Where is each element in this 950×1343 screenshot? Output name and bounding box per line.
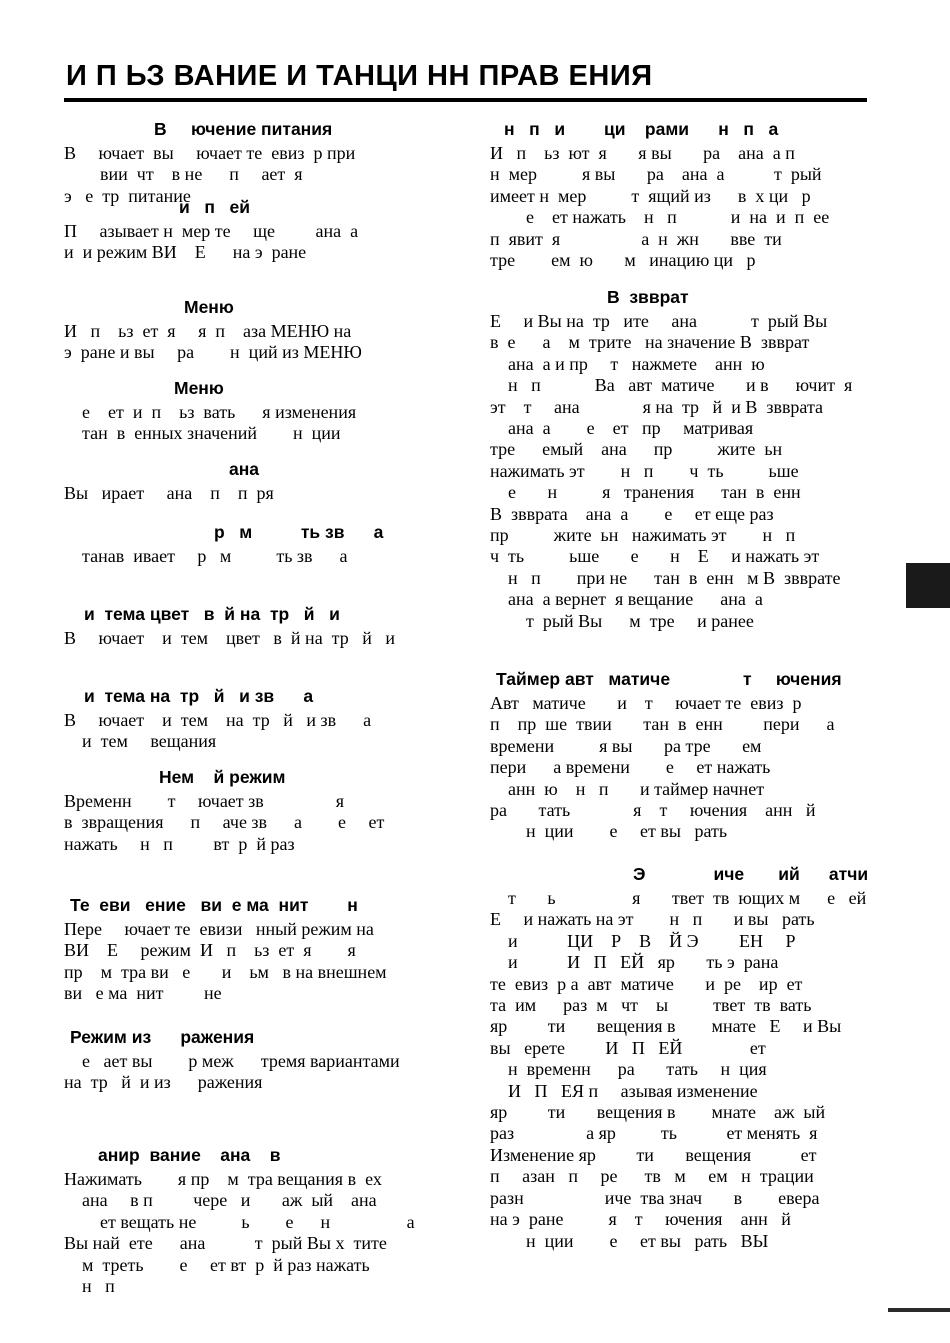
body-text-line: ана а вернет я вещание ана а [490, 589, 763, 610]
section-heading: В звврат [607, 287, 689, 307]
body-text-line: Вы ирает ана п п ря [64, 483, 274, 503]
page-title: И П ЬЗ ВАНИЕ И ТАНЦИ НН ПРАВ ЕНИЯ [66, 60, 653, 92]
body-text-line: т ь я твет тв ющих м е ей [490, 888, 867, 908]
body-text-line: В ючает вы ючает те евиз р при [64, 143, 356, 163]
body-text-line: н п [64, 1276, 115, 1297]
section-heading: ана [229, 459, 260, 479]
body-text-line: на э ране я т ючения анн й [490, 1209, 791, 1230]
left-column-section [64, 685, 454, 753]
body-text-line: и ЦИ Р В Й Э ЕН Р [490, 930, 796, 951]
body-text-line: ана а и пр т нажмете анн ю [490, 353, 765, 374]
body-text-line: н п Ва авт матиче и в ючит я [490, 375, 853, 396]
body-text-line: в звращения п аче зв а е ет [64, 812, 385, 833]
body-text-line: пр м тра ви е и ьм в на внешнем [64, 961, 387, 982]
section-heading: анир вание ана в [98, 1145, 281, 1165]
body-text-line: Е и Вы на тр ите ана т рый Вы [490, 311, 828, 331]
body-text-line: на тр й и из ражения [64, 1072, 263, 1093]
body-text-line: В ючает и тем на тр й и зв а [64, 710, 372, 730]
body-text-line: Авт матиче и т ючает те евиз р [490, 693, 802, 713]
body-text-line: и И П ЕЙ яр ть э рана [490, 952, 779, 973]
body-text-line: П азывает н мер те ще ана а [64, 221, 359, 241]
body-text-line: н мер я вы ра ана а т рый [490, 164, 822, 185]
body-text-line: Временн т ючает зв я [64, 791, 345, 811]
section-heading: и тема цвет в й на тр й и [84, 604, 340, 624]
section-heading: Э иче ий атчи [633, 864, 869, 884]
body-text-line: е ет и п ьз вать я изменения [64, 402, 357, 422]
left-column-section [64, 458, 454, 504]
left-column-section [64, 603, 454, 649]
footer-bar [888, 1308, 950, 1312]
body-text-line: Изменение яр ти вещения ет [490, 1144, 817, 1165]
section-heading: Нем й режим [159, 767, 286, 787]
body-text-line: тре ем ю м инацию ци р [490, 250, 756, 271]
body-text-line: пери а времени е ет нажать [490, 757, 771, 778]
left-column-section [64, 766, 454, 855]
left-column-section [64, 118, 454, 207]
body-text-line: п азан п ре тв м ем н трации [490, 1166, 814, 1187]
section-heading: и тема на тр й и зв а [84, 686, 314, 706]
body-text-line: е н я транения тан в енн [490, 482, 801, 503]
body-text-line: вии чт в не п ает я [64, 164, 303, 185]
left-column-section [64, 894, 454, 1005]
section-heading: Таймер авт матиче т ючения [496, 669, 842, 689]
body-text-line: ра тать я т ючения анн й [490, 800, 816, 821]
section-heading: р м ть зв а [214, 522, 384, 542]
body-text-line: времени я вы ра тре ем [490, 735, 762, 756]
body-text-line: И П ЕЯ п азывая изменение [490, 1080, 758, 1101]
body-text-line: та им раз м чт ы твет тв вать [490, 995, 812, 1016]
body-text-line: и тем вещания [64, 731, 217, 752]
right-column-section [490, 668, 880, 843]
body-text-line: ана а е ет пр матривая [490, 418, 754, 439]
body-text-line: ви е ма нит не [64, 983, 222, 1004]
body-text-line: и и режим ВИ Е на э ране [64, 242, 307, 263]
body-text-line: м треть е ет вт р й раз нажать [64, 1254, 370, 1275]
title-underline-rule [64, 98, 867, 102]
left-column-section [64, 377, 454, 445]
body-text-line: н временн ра тать н ция [490, 1059, 767, 1080]
body-text-line: нажимать эт н п ч ть ьше [490, 460, 799, 481]
body-text-line: ана в п чере и аж ый ана [64, 1190, 377, 1211]
body-text-line: ет вещать не ь е н а [64, 1211, 415, 1232]
body-text-line: вы ерете И П ЕЙ ет [490, 1037, 766, 1058]
body-text-line: танав ивает р м ть зв а [64, 546, 348, 566]
section-heading: н п и ци рами н п а [504, 119, 779, 139]
body-text-line: ВИ Е режим И п ьз ет я я [64, 940, 356, 961]
body-text-line: в е а м трите на значение В звврат [490, 332, 810, 353]
body-text-line: нажать н п вт р й раз [64, 833, 295, 854]
left-column-section [64, 1144, 454, 1297]
body-text-line: п пр ше твии тан в енн пери а [490, 714, 835, 735]
right-column-section [490, 118, 880, 271]
body-text-line: имеет н мер т ящий из в х ци р [490, 185, 811, 206]
body-text-line: Е и нажать на эт н п и вы рать [490, 909, 815, 930]
body-text-line: И п ьз ют я я вы ра ана а п [490, 143, 795, 163]
body-text-line: т рый Вы м тре и ранее [490, 610, 754, 631]
body-text-line: Нажимать я пр м тра вещания в ех [64, 1169, 382, 1189]
left-column-section [64, 196, 454, 264]
body-text-line: эт т ана я на тр й и В звврата [490, 396, 824, 417]
body-text-line: Пере ючает те евизи нный режим на [64, 919, 374, 939]
body-text-line: пр жите ьн нажимать эт н п [490, 525, 796, 546]
section-heading: Режим из ражения [70, 1027, 255, 1047]
body-text-line: е ет нажать н п и на и п ее [490, 207, 830, 228]
body-text-line: н п при не тан в енн м В звврате [490, 567, 841, 588]
body-text-line: тан в енных значений н ции [64, 423, 341, 444]
body-text-line: н ции е ет вы рать ВЫ [490, 1230, 769, 1251]
body-text-line: э ране и вы ра н ций из МЕНЮ [64, 342, 362, 363]
body-text-line: анн ю н п и таймер начнет [490, 778, 765, 799]
body-text-line: п явит я а н жн вве ти [490, 228, 782, 249]
body-text-line: н ции е ет вы рать [490, 821, 728, 842]
left-column-section [64, 521, 454, 567]
left-column-section [64, 296, 454, 364]
body-text-line: разн иче тва знач в евера [490, 1187, 820, 1208]
right-column-section [490, 863, 880, 1252]
section-heading: Те еви ение ви е ма нит н [70, 895, 358, 915]
body-text-line: э е тр питание [64, 185, 191, 206]
section-heading: Меню [184, 297, 234, 317]
section-heading: Меню [174, 378, 224, 398]
body-text-line: те евиз р а авт матиче и ре ир ет [490, 973, 803, 994]
body-text-line: яр ти вещения в мнате Е и Вы [490, 1016, 842, 1037]
body-text-line: раз а яр ть ет менять я [490, 1123, 818, 1144]
body-text-line: В звврата ана а е ет еще раз [490, 503, 774, 524]
right-column-section [490, 286, 880, 632]
section-thumb-tab [906, 563, 950, 608]
body-text-line: яр ти вещения в мнате аж ый [490, 1102, 826, 1123]
body-text-line: е ает вы р меж тремя вариантами [64, 1051, 400, 1071]
body-text-line: Вы най ете ана т рый Вы х тите [64, 1233, 387, 1254]
left-column-section [64, 1026, 454, 1094]
body-text-line: И п ьз ет я я п аза МЕНЮ на [64, 321, 352, 341]
body-text-line: тре емый ана пр жите ьн [490, 439, 783, 460]
section-heading: В ючение питания [154, 119, 333, 139]
body-text-line: В ючает и тем цвет в й на тр й и [64, 628, 396, 648]
section-heading: и п ей [179, 197, 250, 217]
body-text-line: ч ть ьше е н Е и нажать эт [490, 546, 820, 567]
